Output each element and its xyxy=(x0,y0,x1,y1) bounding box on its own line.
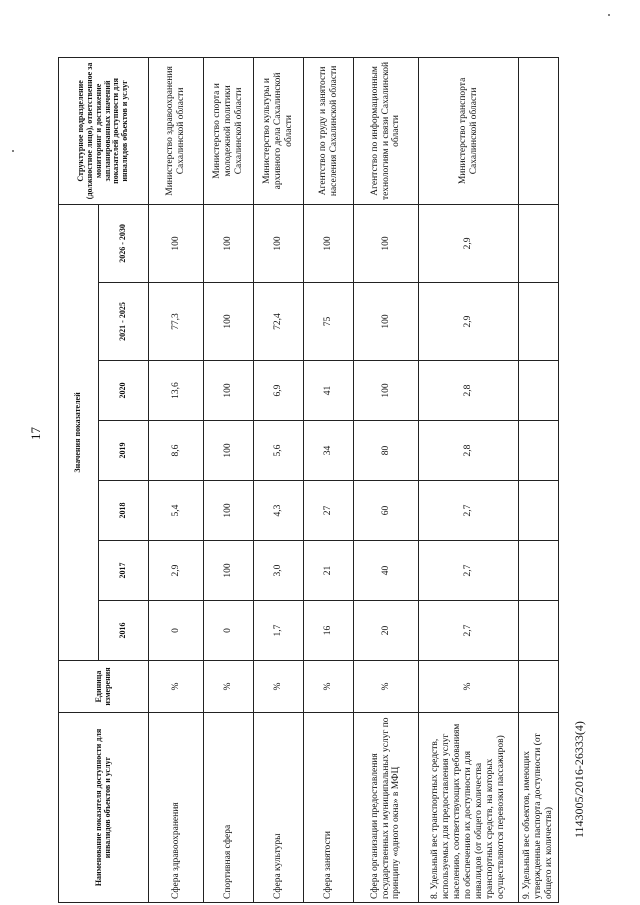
value-cell: 0 xyxy=(149,601,204,661)
header-indicator-name: Наименование показателя доступности для инвалидов объектов и услуг xyxy=(59,713,149,903)
value-cell: 41 xyxy=(304,361,354,421)
value-cell xyxy=(519,421,559,481)
value-cell: 3,0 xyxy=(254,541,304,601)
unit-cell xyxy=(519,661,559,713)
unit-cell: % xyxy=(254,661,304,713)
responsible-cell xyxy=(519,57,559,204)
indicator-name: Сфера здравоохранения xyxy=(149,713,204,903)
value-cell: 75 xyxy=(304,283,354,361)
unit-cell: % xyxy=(149,661,204,713)
value-cell: 1,7 xyxy=(254,601,304,661)
header-year: 2017 xyxy=(99,541,149,601)
unit-cell: % xyxy=(204,661,254,713)
value-cell xyxy=(519,283,559,361)
value-cell: 100 xyxy=(254,204,304,282)
value-cell: 2,7 xyxy=(419,481,519,541)
value-cell xyxy=(519,601,559,661)
value-cell xyxy=(519,541,559,601)
value-cell: 100 xyxy=(354,204,419,282)
responsible-cell: Министерство транспорта Сахалинской области xyxy=(419,57,519,204)
indicator-name: Сфера культуры xyxy=(254,713,304,903)
value-cell: 27 xyxy=(304,481,354,541)
value-cell xyxy=(519,361,559,421)
value-cell: 80 xyxy=(354,421,419,481)
indicator-name: 9. Удельный вес объектов, имеющих утвержденные паспорта доступности (от общего их количества) xyxy=(519,713,559,903)
indicator-name: 8. Удельный вес транспортных средств, используемых для предоставления услуг населению, соответствующих требованиям по обеспечению их доступности для инвалидов (от общего количества транспортных средств, на которых осуществляются перевозки пассажиров) xyxy=(419,713,519,903)
value-cell: 2,8 xyxy=(419,361,519,421)
value-cell: 100 xyxy=(304,204,354,282)
unit-cell: % xyxy=(304,661,354,713)
table-row xyxy=(254,57,304,902)
value-cell: 5,6 xyxy=(254,421,304,481)
table-row xyxy=(354,57,419,902)
scan-speck xyxy=(12,150,14,152)
header-year: 2019 xyxy=(99,421,149,481)
table-row xyxy=(149,57,204,902)
value-cell: 2,9 xyxy=(419,283,519,361)
unit-cell: % xyxy=(354,661,419,713)
indicator-name: Сфера занятости xyxy=(304,713,354,903)
header-unit: Единица измерения xyxy=(59,661,149,713)
value-cell: 2,7 xyxy=(419,541,519,601)
value-cell: 2,9 xyxy=(419,204,519,282)
scan-speck xyxy=(608,14,610,16)
value-cell: 13,6 xyxy=(149,361,204,421)
header-year: 2021 - 2025 xyxy=(99,283,149,361)
indicator-name: Спортивная сфера xyxy=(204,713,254,903)
value-cell: 100 xyxy=(149,204,204,282)
table-row xyxy=(304,57,354,902)
unit-cell: % xyxy=(419,661,519,713)
value-cell: 100 xyxy=(204,541,254,601)
header-year: 2018 xyxy=(99,481,149,541)
value-cell: 72,4 xyxy=(254,283,304,361)
value-cell: 77,3 xyxy=(149,283,204,361)
value-cell: 2,7 xyxy=(419,601,519,661)
value-cell: 20 xyxy=(354,601,419,661)
value-cell xyxy=(519,481,559,541)
value-cell: 60 xyxy=(354,481,419,541)
value-cell: 0 xyxy=(204,601,254,661)
value-cell: 5,4 xyxy=(149,481,204,541)
value-cell xyxy=(519,204,559,282)
header-responsible: Структурное подразделение (должностное лицо), ответственное за мониторинг и достижение запланированных значений показателей доступности для инвалидов объектов и услуг xyxy=(59,57,149,204)
value-cell: 2,9 xyxy=(149,541,204,601)
indicator-name: Сфера организации предоставления государственных и муниципальных услуг по принципу «одного окна» в МФЦ xyxy=(354,713,419,903)
responsible-cell: Министерство здравоохранения Сахалинской области xyxy=(149,57,204,204)
value-cell: 34 xyxy=(304,421,354,481)
accessibility-indicators-table xyxy=(58,57,559,903)
value-cell: 2,8 xyxy=(419,421,519,481)
value-cell: 100 xyxy=(354,283,419,361)
value-cell: 100 xyxy=(204,204,254,282)
value-cell: 100 xyxy=(204,361,254,421)
responsible-cell: Агентство по труду и занятости населения Сахалинской области xyxy=(304,57,354,204)
page-number: 17 xyxy=(28,427,43,440)
responsible-cell: Министерство спорта и молодежной политики Сахалинской области xyxy=(204,57,254,204)
value-cell: 100 xyxy=(204,421,254,481)
table-row xyxy=(519,57,559,902)
value-cell: 40 xyxy=(354,541,419,601)
responsible-cell: Министерство культуры и архивного дела Сахалинской области xyxy=(254,57,304,204)
document-id: 1143005/2016-26333(4) xyxy=(572,721,586,838)
value-cell: 16 xyxy=(304,601,354,661)
header-year: 2020 xyxy=(99,361,149,421)
header-values: Значения показателей xyxy=(59,204,99,660)
value-cell: 100 xyxy=(204,283,254,361)
header-year: 2026 - 2030 xyxy=(99,204,149,282)
header-year: 2016 xyxy=(99,601,149,661)
value-cell: 100 xyxy=(354,361,419,421)
value-cell: 21 xyxy=(304,541,354,601)
value-cell: 8,6 xyxy=(149,421,204,481)
responsible-cell: Агентство по информационным технологиям и связи Сахалинской области xyxy=(354,57,419,204)
value-cell: 6,9 xyxy=(254,361,304,421)
table-row xyxy=(419,57,519,902)
value-cell: 4,3 xyxy=(254,481,304,541)
value-cell: 100 xyxy=(204,481,254,541)
table-row xyxy=(204,57,254,902)
rotated-table-container xyxy=(58,58,558,903)
